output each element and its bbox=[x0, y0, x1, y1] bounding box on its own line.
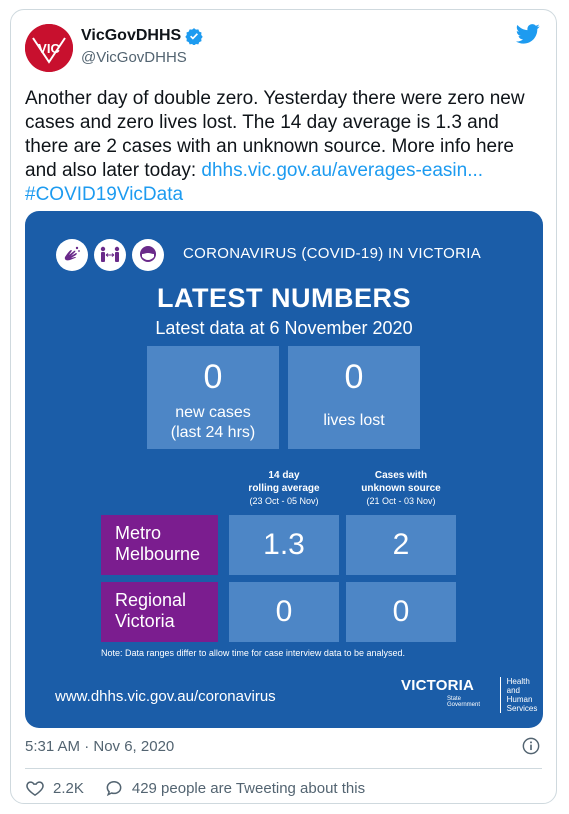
tweet-body: Another day of double zero. Yesterday there were zero new cases and zero lives lost. The 14 day average is 1.3 and there are 2 cases with an unknown source. More info here and also later today: bbox=[25, 88, 525, 181]
like-count[interactable]: 2.2K bbox=[53, 779, 84, 797]
svg-text:VIC: VIC bbox=[38, 41, 60, 56]
tweet-text bbox=[25, 87, 545, 207]
media-url: www.dhhs.vic.gov.au/coronavirus bbox=[55, 688, 276, 705]
unknown-source-header: Cases with unknown source (21 Oct - 03 Nov) bbox=[361, 470, 441, 506]
media-banner: CORONAVIRUS (COVID-19) IN VICTORIA bbox=[183, 245, 482, 262]
author-name-row[interactable] bbox=[81, 27, 203, 45]
social-distancing-icon bbox=[94, 239, 126, 271]
new-cases-label: new cases (last 24 hrs) bbox=[170, 404, 256, 441]
hand-washing-icon bbox=[56, 239, 88, 271]
department-name: Health and Human Services bbox=[500, 677, 543, 713]
author-handle[interactable]: @VicGovDHHS bbox=[81, 49, 187, 66]
victoria-state-logo bbox=[401, 677, 543, 713]
tweet-link[interactable]: dhhs.vic.gov.au/averages-easin... bbox=[201, 160, 484, 181]
verified-badge-icon bbox=[185, 27, 203, 45]
tweet-hashtag[interactable]: #COVID19VicData bbox=[25, 184, 184, 205]
face-mask-icon bbox=[132, 239, 164, 271]
tweet-card bbox=[10, 9, 557, 804]
media-subline: Latest data at 6 November 2020 bbox=[155, 318, 413, 338]
info-icon[interactable] bbox=[522, 737, 540, 755]
regional-unknown-value: 0 bbox=[346, 582, 456, 642]
vic-logo-icon bbox=[25, 24, 73, 72]
conversation-link[interactable] bbox=[104, 778, 365, 798]
metro-unknown-value: 2 bbox=[346, 515, 456, 575]
heart-icon bbox=[25, 778, 45, 798]
tweet-media-image[interactable] bbox=[25, 211, 543, 728]
divider bbox=[25, 768, 542, 769]
lives-lost-value: 0 bbox=[344, 358, 364, 396]
media-headline: LATEST NUMBERS bbox=[157, 283, 411, 313]
rolling-average-header: 14 day rolling average (23 Oct - 05 Nov) bbox=[248, 470, 320, 506]
avatar[interactable] bbox=[25, 24, 73, 72]
row-label-metro: Metro Melbourne bbox=[101, 515, 218, 575]
retweets-text[interactable]: 429 people are Tweeting about this bbox=[131, 779, 366, 797]
victoria-logo-text: VICTORIA bbox=[401, 677, 474, 694]
twitter-bird-icon[interactable] bbox=[516, 24, 540, 44]
author-name[interactable]: VicGovDHHS bbox=[81, 27, 182, 44]
row-label-regional: Regional Victoria bbox=[101, 582, 218, 642]
tweet-actions bbox=[25, 778, 385, 798]
new-cases-box bbox=[147, 346, 279, 449]
regional-average-value: 0 bbox=[229, 582, 339, 642]
media-icon-row bbox=[56, 239, 164, 271]
metro-average-value: 1.3 bbox=[229, 515, 339, 575]
new-cases-value: 0 bbox=[203, 358, 223, 396]
media-note: Note: Data ranges differ to allow time for case interview data to be analysed. bbox=[101, 648, 405, 658]
lives-lost-box bbox=[288, 346, 420, 449]
lives-lost-label: lives lost bbox=[323, 412, 385, 429]
like-button[interactable] bbox=[25, 778, 84, 798]
speech-bubble-icon bbox=[104, 778, 124, 798]
state-government-text: State Government bbox=[447, 696, 481, 708]
tweet-timestamp[interactable]: 5:31 AM · Nov 6, 2020 bbox=[25, 738, 175, 755]
